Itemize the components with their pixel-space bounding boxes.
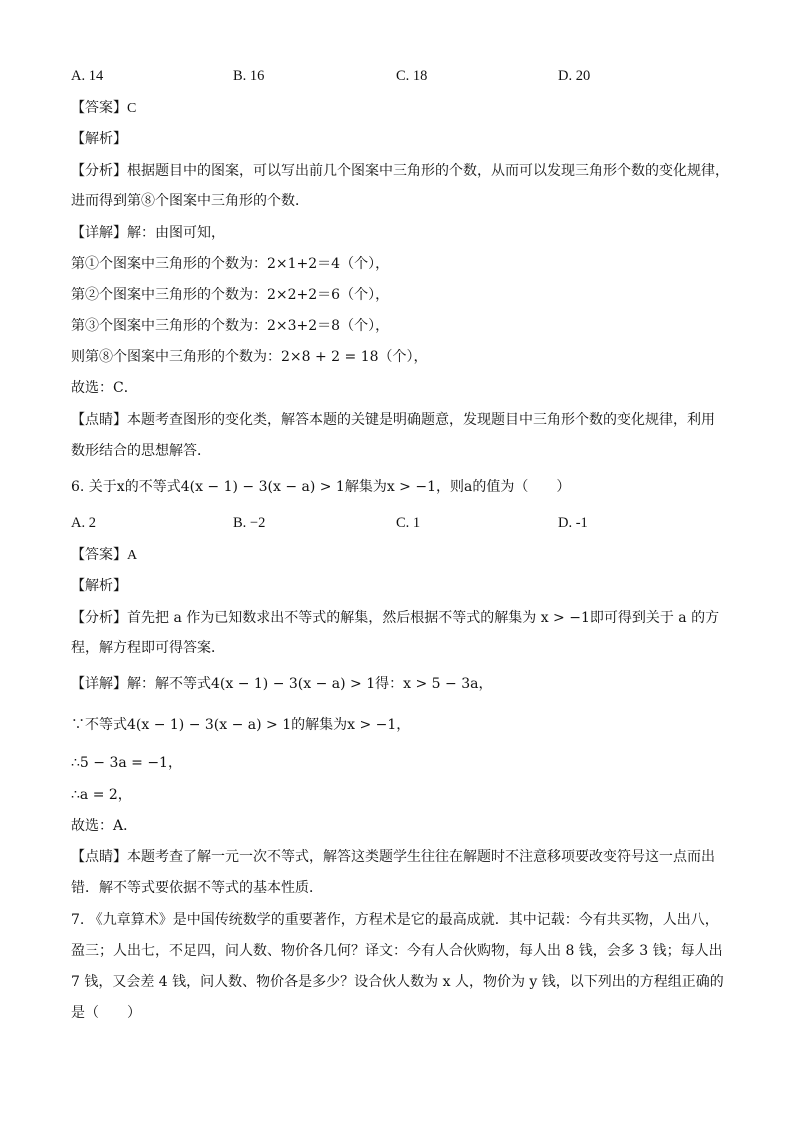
- answer-tag: 【答案】: [71, 547, 127, 563]
- q5-comment-line2: 数形结合的思想解答．: [71, 443, 211, 459]
- fenxi-text: 首先把 a 作为已知数求出不等式的解集，然后根据不等式的解集为 x > −1即可得到关于 a 的方: [127, 610, 720, 626]
- q6-detail: [71, 674, 492, 694]
- comment-text: 本题考查图形的变化类，解答本题的关键是明确题意，发现题目中三角形个数的变化规律，利用: [127, 412, 715, 428]
- q5-analysis-tag: 【解析】: [71, 131, 127, 147]
- q6-answer: [71, 545, 137, 566]
- q6-analysis-tag: 【解析】: [71, 578, 127, 594]
- q5-detail-line5: 则第⑧个图案中三角形的个数为：2×8 + 2 = 18（个），: [71, 349, 428, 365]
- q6-option-d: D. -1: [558, 515, 588, 531]
- q6-stem: 6. 关于x的不等式4(x − 1) − 3(x − a) > 1解集为x > −1，则a的值为（ ）: [71, 479, 571, 495]
- q6-option-c: C. 1: [396, 515, 421, 531]
- answer-value: C: [127, 101, 137, 116]
- comment-tag: 【点睛】: [71, 849, 127, 865]
- q6-option-a: A. 2: [71, 515, 96, 531]
- detail-text: 解：解不等式4(x − 1) − 3(x − a) > 1得：x > 5 − 3a，: [127, 676, 493, 692]
- q5-detail-line3: 第②个图案中三角形的个数为：2×2+2＝6（个），: [71, 287, 390, 303]
- q6-option-b: B. −2: [233, 515, 266, 531]
- q5-detail-line4: 第③个图案中三角形的个数为：2×3+2＝8（个），: [71, 318, 390, 334]
- q6-fenxi: [71, 608, 719, 628]
- q5-option-d: D. 20: [558, 68, 591, 84]
- q5-fenxi-line2: 进而得到第⑧个图案中三角形的个数．: [71, 193, 309, 209]
- comment-text: 本题考查了解一元一次不等式，解答这类题学生往往在解题时不注意移项要改变符号这一点而出: [127, 849, 715, 865]
- detail-tag: 【详解】: [71, 225, 127, 241]
- q6-detail-line3: ∴5 − 3a = −1，: [71, 755, 182, 771]
- q5-option-a: A. 14: [71, 68, 104, 84]
- q6-detail-line5: 故选：A．: [71, 818, 138, 834]
- q5-detail-line6: 故选：C．: [71, 380, 138, 396]
- q6-fenxi-line2: 程，解方程即可得答案．: [71, 640, 225, 656]
- q7-line2: 盈三；人出七，不足四，问人数、物价各几何？译文：今有人合伙购物，每人出 8 钱，会多 3 钱；每人出: [71, 943, 723, 959]
- q6-comment: [71, 847, 715, 867]
- answer-tag: 【答案】: [71, 100, 127, 116]
- q5-detail-line2: 第①个图案中三角形的个数为：2×1+2＝4（个），: [71, 256, 390, 272]
- q7-line1: 7. 《九章算术》是中国传统数学的重要著作，方程术是它的最高成就．其中记载：今有共买物，人出八，: [71, 912, 719, 928]
- detail-text: 解：由图可知，: [127, 225, 225, 241]
- q5-option-b: B. 16: [233, 68, 265, 84]
- q6-comment-line2: 错．解不等式要依据不等式的基本性质．: [71, 880, 323, 896]
- q5-comment: [71, 410, 715, 430]
- fenxi-tag: 【分析】: [71, 610, 127, 626]
- fenxi-tag: 【分析】: [71, 163, 127, 179]
- comment-tag: 【点睛】: [71, 412, 127, 428]
- detail-tag: 【详解】: [71, 676, 127, 692]
- q7-line3: 7 钱，又会差 4 钱，问人数、物价各是多少？设合伙人数为 x 人，物价为 y 钱，以下列出的方程组正确的: [71, 974, 724, 990]
- answer-value: A: [127, 548, 138, 563]
- q7-line4: 是（ ）: [71, 1005, 141, 1021]
- q5-detail: [71, 223, 225, 243]
- q5-fenxi: [71, 161, 729, 181]
- q5-answer: [71, 98, 136, 119]
- q5-option-c: C. 18: [396, 68, 428, 84]
- q6-detail-line2: ∵不等式4(x − 1) − 3(x − a) > 1的解集为x > −1，: [71, 717, 411, 733]
- fenxi-text: 根据题目中的图案，可以写出前几个图案中三角形的个数，从而可以发现三角形个数的变化规律，: [127, 163, 729, 179]
- q6-detail-line4: ∴a = 2，: [71, 787, 132, 803]
